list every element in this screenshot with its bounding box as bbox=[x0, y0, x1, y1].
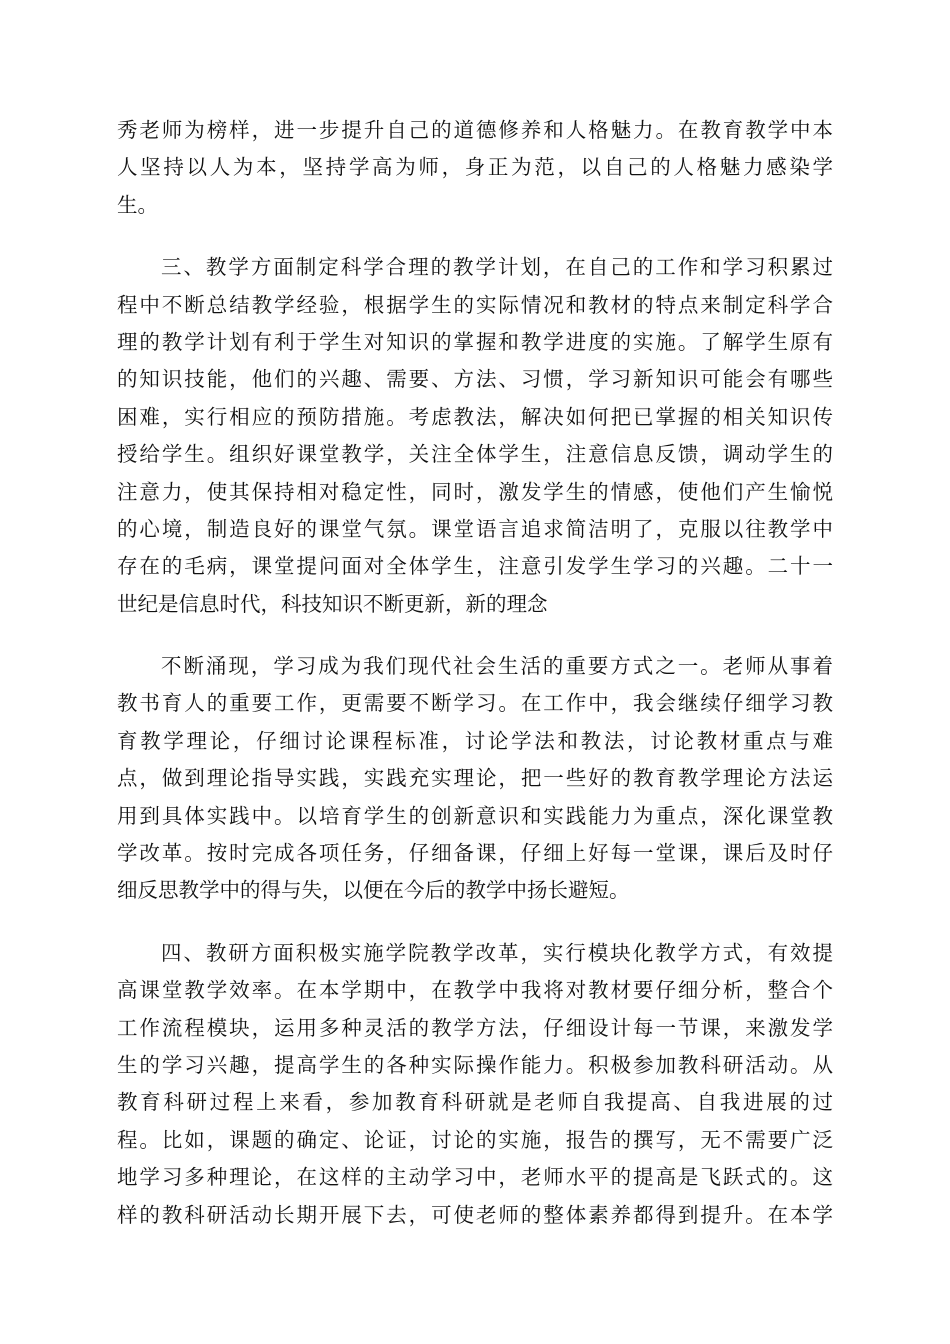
text-line: 程。比如，课题的确定、论证，讨论的实施，报告的撰写，无不需要广泛 bbox=[117, 1127, 833, 1152]
paragraph-gap bbox=[117, 623, 833, 648]
text-line: 秀老师为榜样，进一步提升自己的道德修养和人格魅力。在教育教学中本 bbox=[117, 118, 833, 142]
text-line: 地学习多种理论，在这样的主动学习中，老师水平的提高是飞跃式的。这 bbox=[117, 1165, 833, 1190]
paragraph-1 bbox=[117, 112, 833, 224]
paragraph-gap bbox=[117, 910, 833, 935]
text-line: 的心境，制造良好的课堂气氛。课堂语言追求简洁明了，克服以往教学中 bbox=[117, 516, 833, 541]
text-line: 理的教学计划有利于学生对知识的掌握和教学进度的实施。了解学生原有 bbox=[117, 329, 833, 354]
text-line: 育教学理论，仔细讨论课程标准，讨论学法和教法，讨论教材重点与难 bbox=[117, 728, 833, 753]
paragraph-2 bbox=[117, 249, 833, 623]
text-line: 点，做到理论指导实践，实践充实理论，把一些好的教育教学理论方法运 bbox=[117, 766, 833, 791]
text-line: 人坚持以人为本，坚持学高为师，身正为范，以自己的人格魅力感染学 bbox=[117, 155, 833, 180]
text-line: 世纪是信息时代，科技知识不断更新，新的理念 bbox=[117, 591, 548, 616]
text-line: 工作流程模块，运用多种灵活的教学方法，仔细设计每一节课，来激发学 bbox=[117, 1015, 833, 1040]
text-line: 程中不断总结教学经验，根据学生的实际情况和教材的特点来制定科学合 bbox=[117, 292, 833, 317]
document-page bbox=[117, 112, 833, 1234]
text-line: 存在的毛病，课堂提问面对全体学生，注意引发学生学习的兴趣。二十一 bbox=[117, 554, 833, 579]
text-line: 学改革。按时完成各项任务，仔细备课，仔细上好每一堂课，课后及时仔 bbox=[117, 841, 833, 866]
text-line: 高课堂教学效率。在本学期中，在教学中我将对教材要仔细分析，整合个 bbox=[117, 978, 833, 1003]
paragraph-3 bbox=[117, 648, 833, 910]
text-line: 用到具体实践中。以培育学生的创新意识和实践能力为重点，深化课堂教 bbox=[117, 803, 833, 828]
text-line: 四、教研方面积极实施学院教学改革，实行模块化教学方式，有效提 bbox=[161, 940, 833, 965]
text-line: 授给学生。组织好课堂教学，关注全体学生，注意信息反馈，调动学生的 bbox=[117, 442, 833, 467]
text-line: 样的教科研活动长期开展下去，可使老师的整体素养都得到提升。在本学 bbox=[117, 1202, 833, 1227]
text-line: 的知识技能，他们的兴趣、需要、方法、习惯，学习新知识可能会有哪些 bbox=[117, 367, 833, 392]
text-line: 生。 bbox=[117, 192, 158, 217]
paragraph-gap bbox=[117, 224, 833, 249]
text-line: 教育科研过程上来看，参加教育科研就是老师自我提高、自我进展的过 bbox=[117, 1090, 833, 1115]
text-line: 三、教学方面制定科学合理的教学计划，在自己的工作和学习积累过 bbox=[161, 255, 833, 280]
text-line: 细反思教学中的得与失，以便在今后的教学中扬长避短。 bbox=[117, 878, 630, 903]
text-line: 不断涌现，学习成为我们现代社会生活的重要方式之一。老师从事着 bbox=[161, 654, 833, 679]
text-line: 生的学习兴趣，提高学生的各种实际操作能力。积极参加教科研活动。从 bbox=[117, 1052, 833, 1077]
text-line: 教书育人的重要工作，更需要不断学习。在工作中，我会继续仔细学习教 bbox=[117, 691, 833, 716]
paragraph-4 bbox=[117, 935, 833, 1234]
text-line: 注意力，使其保持相对稳定性，同时，激发学生的情感，使他们产生愉悦 bbox=[117, 479, 833, 504]
text-line: 困难，实行相应的预防措施。考虑教法，解决如何把已掌握的相关知识传 bbox=[117, 404, 833, 429]
